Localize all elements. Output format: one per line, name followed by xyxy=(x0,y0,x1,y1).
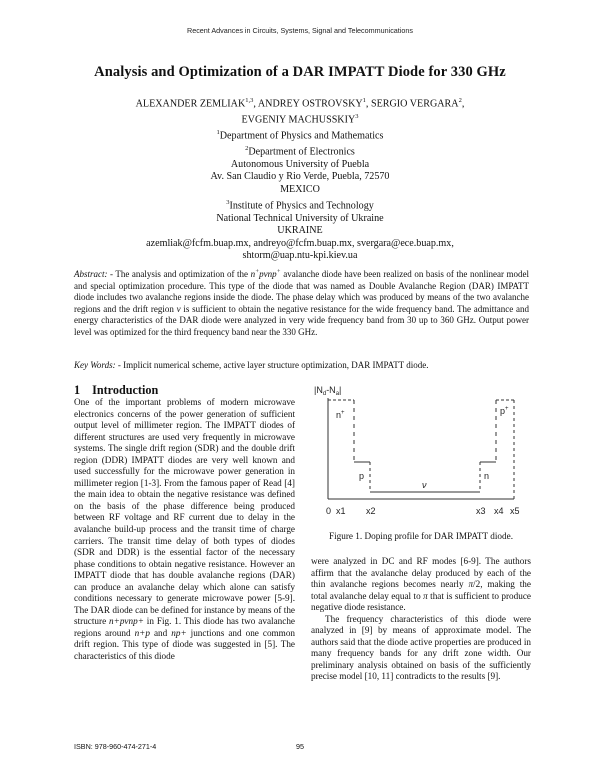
x-tick-label: x4 xyxy=(494,506,504,516)
region-label-n-plus: n+ xyxy=(336,410,345,420)
affiliation-line: Av. San Claudio y Rio Verde, Puebla, 72570 xyxy=(210,171,390,183)
affiliation-line: MEXICO xyxy=(280,184,320,195)
intro-left-column: One of the important problems of modern microwave electronics concerns of the power generation of sufficient output level of millimeter region. The IMPATT diodes of different structures are used very frequently in microwave systems. The single drift region (SDR) and the double drift region (DDR) IMPATT diodes are very well known and used successfully for the microwave power generation in millimeter region [1-3]. From the famous paper of Read [4] the main idea to obtain the negative resistance was defined on the basis of the phase difference being produced between RF voltage and RF current due to delay in the avalanche build-up process and the transit time of charge carriers. The transit time delay of both types of diodes (SDR and DDR) is the essential factor of the necessary phase conditions to obtain negative resistance. However an IMPATT diode that has double avalanche regions (DAR) can produce an avalanche delay which alone can satisfy conditions necessary to generate microwave power [5-9]. The DAR diode can be defined for instance by means of the structure n+pνnp+ in Fig. 1. This diode has two avalanche regions around n+p and np+ junctions and one common drift region. This type of diode was suggested in [5]. The characteristics of this diode xyxy=(74,397,296,662)
x-tick-label: x2 xyxy=(366,506,376,516)
intro-right-column xyxy=(311,556,531,683)
x-tick-label: 0 xyxy=(326,506,332,516)
affiliation-line: $^1$Department of Physics and Mathematics xyxy=(216,128,384,142)
region-label-n-right: n xyxy=(484,471,490,481)
footer-page-number: 95 xyxy=(296,742,304,751)
affiliation-line: Autonomous University of Puebla xyxy=(230,158,370,170)
x-tick-label: x1 xyxy=(336,506,346,516)
right-paragraph-2: The frequency characteristics of this diode were analyzed in [9] by means of approximate model. The authors said that the diode active properties are produced in many frequency bands for any drift zone width. Our preliminary analysis obtained on basis of the sufficiently precise model [10, 11] contradicts to the results [9]. xyxy=(311,613,531,682)
section-heading: 1 Introduction xyxy=(74,383,159,397)
x-tick-label: x3 xyxy=(476,506,486,516)
abstract-label: Abstract: xyxy=(74,269,108,279)
doping-profile-figure xyxy=(314,384,529,520)
affiliation-line: $^2$Department of Electronics xyxy=(245,144,355,158)
figure-caption: Figure 1. Doping profile for DAR IMPATT diode. xyxy=(329,531,513,541)
footer-isbn: ISBN: 978-960-474-271-4 xyxy=(74,742,157,751)
email-line-2[interactable]: shtorm@uap.ntu-kpi.kiev.ua xyxy=(242,250,358,262)
authors-line-1: ALEXANDER ZEMLIAK$^{1,3}$, ANDREY OSTROVSKY$^1$, SERGIO VERGARA$^2$, xyxy=(135,97,465,110)
author-affiliation-block xyxy=(100,95,500,263)
x-tick-label: x5 xyxy=(510,506,520,516)
keywords-label: Key Words: xyxy=(74,360,116,370)
paper-title: Analysis and Optimization of a DAR IMPATT Diode for 330 GHz xyxy=(94,64,506,80)
keywords: Key Words: - Implicit numerical scheme, active layer structure optimization, DAR IMPATT diode. xyxy=(74,360,429,370)
region-label-p-plus: p+ xyxy=(500,406,509,416)
proceedings-header: Recent Advances in Circuits, Systems, Signal and Telecommunications xyxy=(187,26,413,35)
affiliation-line: $^3$Institute of Physics and Technology xyxy=(226,198,374,211)
right-paragraph-1: were analyzed in DC and RF modes [6-9]. The authors affirm that the avalanche delay produced by each of the thin avalanche regions becomes nearly π/2, making the total avalanche delay equal to π that is sufficient to produce negative diode resistance. xyxy=(311,556,531,613)
region-label-p-left: p xyxy=(359,471,365,481)
email-line-1[interactable]: azemliak@fcfm.buap.mx, andreyo@fcfm.buap.mx, svergara@ece.buap.mx, xyxy=(146,237,454,249)
y-axis-label: $|N_d-N_a|$ xyxy=(314,385,342,397)
affiliation-line: UKRAINE xyxy=(277,225,323,237)
abstract: Abstract: - The analysis and optimization of the n+pνnp+ avalanche diode have been realized on basis of the nonlinear model and special optimization procedure. This type of the diode that was named as Double Avalanche Region (DAR) IMPATT diode includes two avalanche regions inside the diode. The phase delay which was produced by means of the two avalanche regions and the drift region ν is sufficient to obtain the negative resistance for the wide frequency band. The admittance and energy characteristics of the DAR diode were analyzed in very wide frequency band from 30 up to 360 GHz. Output power level was optimized for the third frequency band near the 330 GHz. xyxy=(74,269,529,337)
authors-line-2: EVGENIY MACHUSSKIY$^3$ xyxy=(241,112,359,126)
region-label-nu: ν xyxy=(422,480,427,490)
affiliation-line: National Technical University of Ukraine xyxy=(216,212,384,224)
